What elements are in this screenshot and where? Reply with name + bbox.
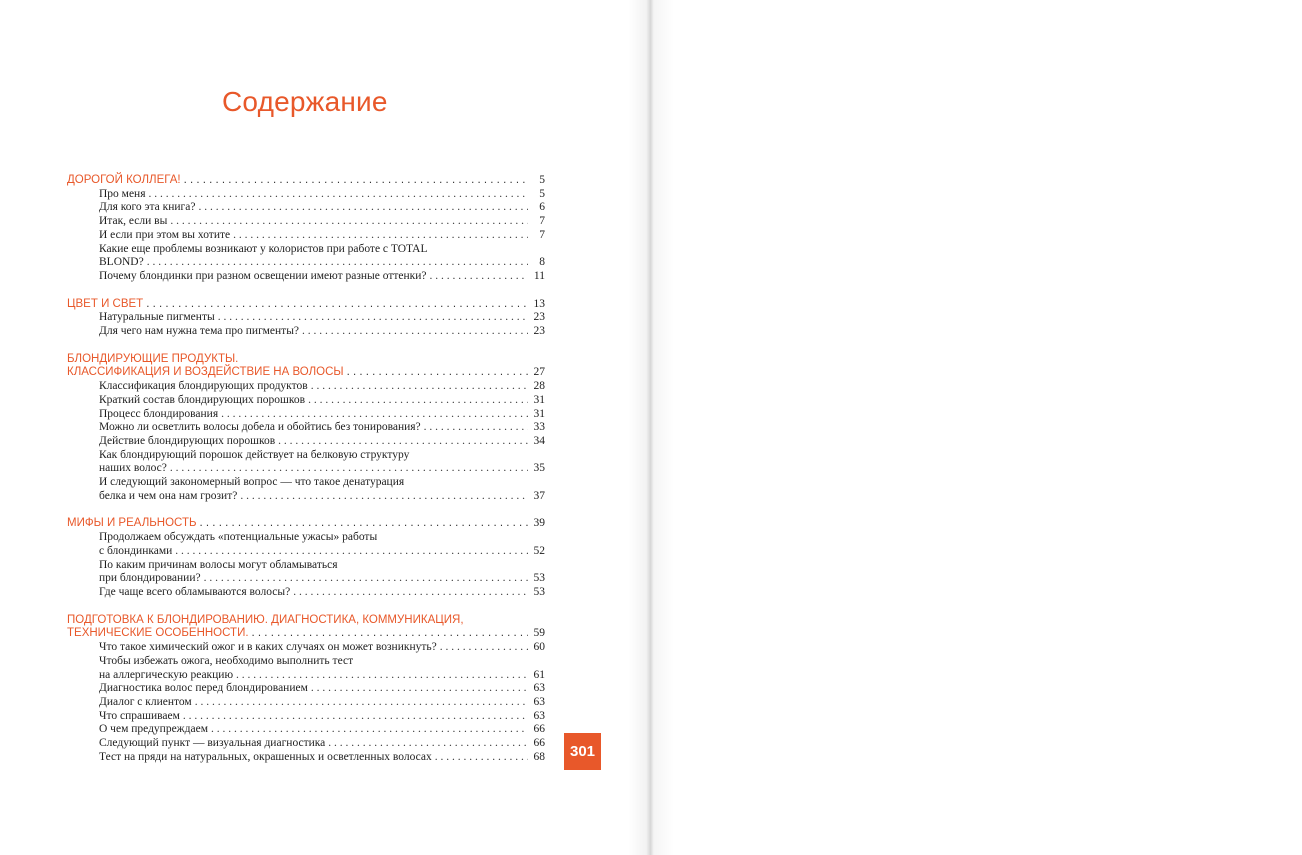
- toc-entry-title: Диагностика волос перед блондированием: [99, 682, 308, 695]
- toc-entry: [67, 270, 545, 284]
- toc-entry-title: на аллергическую реакцию: [99, 668, 234, 681]
- toc-entry-line: По каким причинам волосы могут обламываться: [99, 558, 338, 571]
- toc-entry: [67, 723, 545, 737]
- toc-entry: [67, 229, 545, 243]
- toc-section-heading: БЛОНДИРУЮЩИЕ ПРОДУКТЫ.: [67, 352, 239, 365]
- toc-entry: [67, 737, 545, 751]
- toc-left-column: [67, 174, 545, 778]
- toc-page-number: 23: [533, 325, 545, 338]
- toc-entry: [67, 256, 545, 270]
- toc-leader-dots: [278, 435, 528, 449]
- toc-entry: [67, 325, 545, 339]
- toc-entry-title: Про меня: [99, 187, 146, 200]
- toc-entry: [67, 188, 545, 202]
- toc-entry-title: Натуральные пигменты: [99, 311, 215, 324]
- toc-leader-dots: [328, 737, 528, 751]
- toc-entry: [67, 215, 545, 229]
- toc-leader-dots: [195, 696, 528, 710]
- toc-leader-dots: [252, 627, 528, 641]
- toc-entry-title: наших волос?: [99, 462, 167, 475]
- toc-entry-title: Можно ли осветлить волосы добела и обойтись без тонирования?: [99, 421, 421, 434]
- toc-section-heading: [67, 627, 545, 641]
- toc-entry-title: Краткий состав блондирующих порошков: [99, 393, 306, 406]
- toc-entry-title: ДОРОГОЙ КОЛЛЕГА!: [67, 174, 181, 186]
- toc-page-number: 34: [533, 434, 545, 447]
- toc-page-number: 7: [539, 228, 545, 241]
- toc-page-number: 6: [539, 201, 545, 214]
- toc-entry: [67, 572, 545, 586]
- toc-section-heading: ПОДГОТОВКА К БЛОНДИРОВАНИЮ. ДИАГНОСТИКА, КОММУНИКАЦИЯ,: [67, 613, 464, 626]
- toc-leader-dots: [184, 174, 528, 188]
- toc-leader-dots: [233, 229, 528, 243]
- toc-entry: [67, 380, 545, 394]
- toc-entry-title: Действие блондирующих порошков: [99, 434, 276, 447]
- toc-page-number: 63: [533, 682, 545, 695]
- toc-entry: [67, 462, 545, 476]
- toc-page-number: 66: [533, 723, 545, 736]
- toc-page-number: 63: [533, 695, 545, 708]
- toc-entry-title: Следующий пункт — визуальная диагностика: [99, 737, 326, 750]
- toc-page-number: 8: [539, 256, 545, 269]
- toc-leader-dots: [204, 572, 528, 586]
- toc-page-number: 5: [539, 174, 545, 186]
- toc-page-number: 13: [533, 297, 545, 310]
- toc-entry-title: с блондинками: [99, 544, 173, 557]
- toc-section: [67, 614, 545, 765]
- toc-leader-dots: [311, 682, 528, 696]
- toc-leader-dots: [302, 325, 528, 339]
- toc-entry-title: И если при этом вы хотите: [99, 228, 231, 241]
- toc-leader-dots: [183, 710, 528, 724]
- toc-entry-title: Тест на пряди на натуральных, окрашенных и осветленных волосах: [99, 750, 432, 763]
- toc-entry: [67, 586, 545, 600]
- toc-page-number: 60: [533, 641, 545, 654]
- toc-leader-dots: [440, 641, 528, 655]
- toc-page-number: 5: [539, 187, 545, 200]
- toc-section-heading: [67, 174, 545, 188]
- toc-page-number: 66: [533, 737, 545, 750]
- toc-entry-title: BLOND?: [99, 256, 144, 269]
- toc-section: [67, 174, 545, 284]
- toc-page-number: 23: [533, 311, 545, 324]
- toc-entry-title: Где чаще всего обламываются волосы?: [99, 585, 291, 598]
- toc-entry-title: Почему блондинки при разном освещении имеют разные оттенки?: [99, 269, 427, 282]
- toc-page-number: 7: [539, 215, 545, 228]
- toc-leader-dots: [146, 298, 528, 312]
- toc-entry-title: Для чего нам нужна тема про пигменты?: [99, 325, 300, 338]
- toc-page-number: 31: [533, 393, 545, 406]
- page-title: Содержание: [222, 86, 388, 117]
- toc-entry: [67, 710, 545, 724]
- toc-page-number: 31: [533, 407, 545, 420]
- toc-entry-line: Какие еще проблемы возникают у колористов при работе с TOTAL: [99, 242, 428, 255]
- toc-page-number: 53: [533, 572, 545, 585]
- toc-entry: [67, 669, 545, 683]
- toc-entry-title: Процесс блондирования: [99, 407, 219, 420]
- toc-leader-dots: [308, 394, 528, 408]
- toc-entry-title: Что такое химический ожог и в каких случаях он может возникнуть?: [99, 641, 437, 654]
- toc-leader-dots: [430, 270, 529, 284]
- toc-page-number: 52: [533, 544, 545, 557]
- toc-entry: [67, 696, 545, 710]
- toc-entry-line: И следующий закономерный вопрос — что такое денатурация: [99, 476, 405, 489]
- toc-entry: [67, 394, 545, 408]
- toc-section-heading: [67, 517, 545, 531]
- toc-section-heading: [67, 366, 545, 380]
- toc-entry: [67, 751, 545, 765]
- toc-page-number: 11: [533, 269, 545, 282]
- toc-entry-title: Для кого эта книга?: [99, 201, 196, 214]
- toc-leader-dots: [218, 311, 528, 325]
- toc-entry-title: при блондировании?: [99, 572, 201, 585]
- toc-entry-title: КЛАССИФИКАЦИЯ И ВОЗДЕЙСТВИЕ НА ВОЛОСЫ: [67, 366, 344, 379]
- toc-entry: [67, 311, 545, 325]
- toc-entry-line: Продолжаем обсуждать «потенциальные ужасы» работы: [99, 531, 378, 544]
- toc-entry: [67, 682, 545, 696]
- toc-entry: [67, 201, 545, 215]
- toc-entry: [67, 545, 545, 559]
- toc-page-number: 59: [533, 627, 545, 640]
- toc-page-number: 35: [533, 462, 545, 475]
- toc-page-number: 53: [533, 585, 545, 598]
- toc-page-number: 68: [533, 750, 545, 763]
- toc-section: [67, 517, 545, 599]
- toc-page-number: 39: [533, 517, 545, 530]
- toc-page-number: 28: [533, 380, 545, 393]
- toc-leader-dots: [149, 188, 528, 202]
- toc-entry-title: Диалог с клиентом: [99, 695, 192, 708]
- page-number-badge: 301: [564, 733, 601, 770]
- toc-leader-dots: [198, 201, 528, 215]
- toc-entry-line: Как блондирующий порошок действует на белковую структуру: [99, 448, 410, 461]
- toc-page-number: 37: [533, 489, 545, 502]
- toc-entry-title: Что спрашиваем: [99, 709, 180, 722]
- toc-page-number: 27: [533, 366, 545, 379]
- right-page: [651, 0, 1302, 855]
- toc-leader-dots: [424, 421, 528, 435]
- toc-entry-title: Классификация блондирующих продуктов: [99, 380, 308, 393]
- toc-page-number: 33: [533, 421, 545, 434]
- toc-leader-dots: [293, 586, 528, 600]
- toc-entry-title: ТЕХНИЧЕСКИЕ ОСОБЕННОСТИ.: [67, 627, 249, 640]
- toc-leader-dots: [311, 380, 528, 394]
- toc-entry: [67, 435, 545, 449]
- toc-entry: [67, 421, 545, 435]
- toc-leader-dots: [170, 462, 528, 476]
- toc-leader-dots: [435, 751, 528, 765]
- toc-leader-dots: [236, 669, 528, 683]
- toc-entry-title: Итак, если вы: [99, 215, 168, 228]
- toc-leader-dots: [200, 517, 528, 531]
- toc-section: [67, 298, 545, 339]
- toc-entry-title: ЦВЕТ И СВЕТ: [67, 297, 144, 310]
- toc-entry: [67, 490, 545, 504]
- toc-leader-dots: [221, 408, 528, 422]
- toc-entry-title: МИФЫ И РЕАЛЬНОСТЬ: [67, 517, 197, 530]
- toc-leader-dots: [170, 215, 528, 229]
- toc-entry-title: О чем предупреждаем: [99, 723, 208, 736]
- toc-section-heading: [67, 298, 545, 312]
- toc-page-number: 61: [533, 668, 545, 681]
- toc-entry-line: Чтобы избежать ожога, необходимо выполнить тест: [99, 654, 354, 667]
- book-gutter-shadow: [628, 0, 674, 855]
- toc-section: [67, 353, 545, 504]
- toc-leader-dots: [147, 256, 528, 270]
- toc-leader-dots: [240, 490, 528, 504]
- toc-entry: [67, 641, 545, 655]
- toc-leader-dots: [211, 723, 528, 737]
- toc-page-number: 63: [533, 709, 545, 722]
- toc-entry-title: белка и чем она нам грозит?: [99, 489, 238, 502]
- toc-leader-dots: [347, 366, 528, 380]
- toc-leader-dots: [175, 545, 528, 559]
- toc-entry: [67, 408, 545, 422]
